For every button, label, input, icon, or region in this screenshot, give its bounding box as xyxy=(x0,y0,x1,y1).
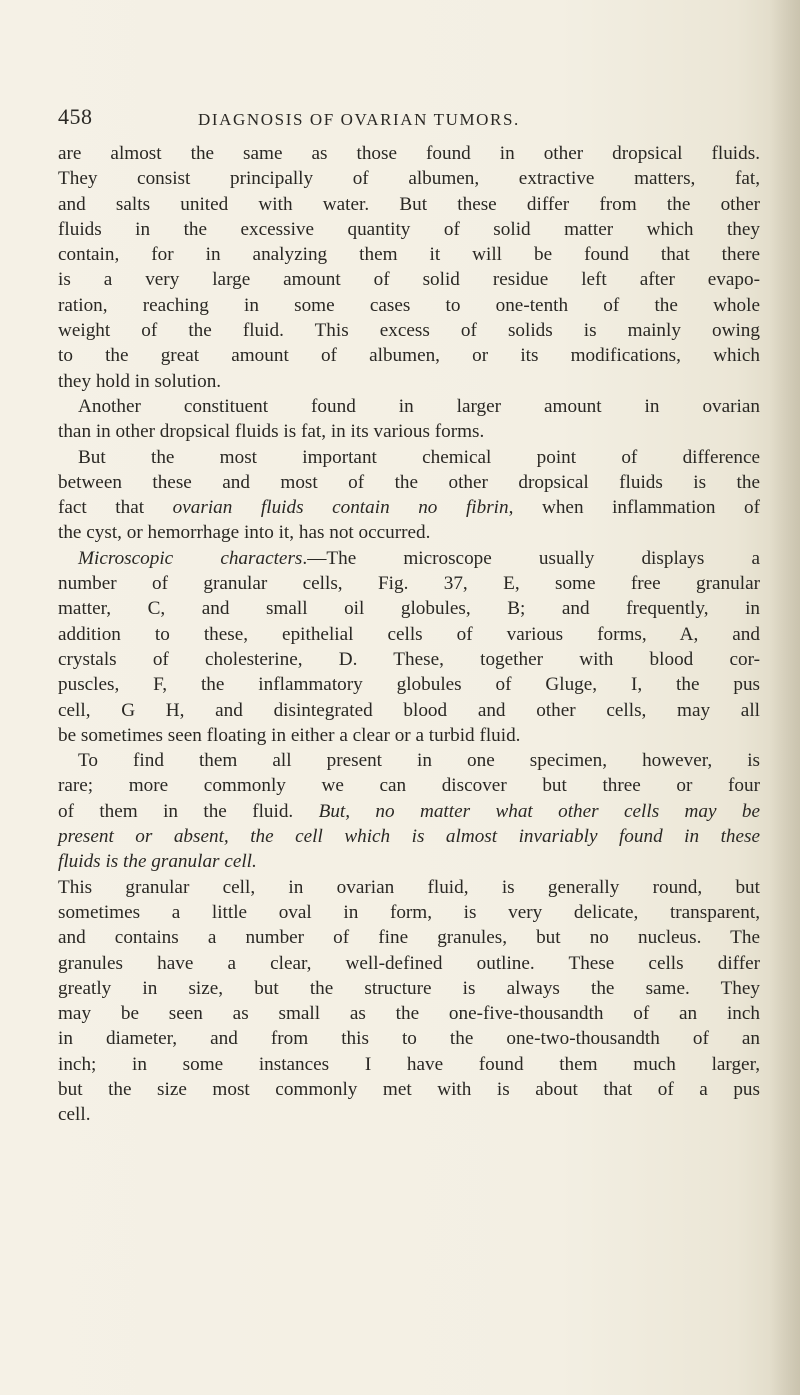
text-line: They consist principally of albumen, extractive matters, fat, xyxy=(58,168,760,190)
text-line: ration, reaching in some cases to one-tenth of the whole xyxy=(58,294,760,316)
section-heading-italic: Microscopic characters xyxy=(78,547,303,569)
text-line-mixed xyxy=(58,546,760,571)
text-line: But the most important chemical point of difference xyxy=(78,446,760,468)
text-line: granules have a clear, well-defined outline. These cells differ xyxy=(58,952,760,974)
italic-line: fluids is the granular cell. xyxy=(58,851,257,873)
text-line: This granular cell, in ovarian fluid, is generally round, but xyxy=(58,876,760,898)
text-line: greatly in size, but the structure is always the same. They xyxy=(58,977,760,999)
text-line: in diameter, and from this to the one-two-thousandth of an xyxy=(58,1028,760,1050)
text-segment: .—The microscope usually displays a xyxy=(302,547,760,569)
text-line: than in other dropsical fluids is fat, in its various forms. xyxy=(58,421,485,443)
text-line: are almost the same as those found in other dropsical fluids. xyxy=(58,143,760,164)
text-line: is a very large amount of solid residue left after evapo- xyxy=(58,269,760,291)
text-line: cell, G H, and disintegrated blood and other cells, may all xyxy=(58,699,760,721)
page-header xyxy=(58,104,758,134)
text-line: number of granular cells, Fig. 37, E, some free granular xyxy=(58,573,760,595)
text-line: puscles, F, the inflammatory globules of Gluge, I, the pus xyxy=(58,674,760,696)
text-line: to the great amount of albumen, or its modifications, which xyxy=(58,345,760,367)
text-line: may be seen as small as the one-five-thousandth of an inch xyxy=(58,1003,760,1025)
text-line: Another constituent found in larger amount in ovarian xyxy=(78,395,760,417)
text-line: be sometimes seen floating in either a clear or a turbid fluid. xyxy=(58,724,521,746)
text-line: matter, C, and small oil globules, B; and frequently, in xyxy=(58,598,760,620)
text-line: rare; more commonly we can discover but three or four xyxy=(58,775,760,797)
text-line-mixed xyxy=(58,799,760,824)
text-line: cell. xyxy=(58,1104,91,1126)
text-segment: fact that xyxy=(58,497,145,519)
text-line: addition to these, epithelial cells of various forms, A, and xyxy=(58,623,760,645)
italic-line: present or absent, the cell which is almost invariably found in these xyxy=(58,826,760,848)
page-edge-shadow xyxy=(770,0,800,1395)
text-line: contain, for in analyzing them it will be found that there xyxy=(58,244,760,266)
text-segment: , when inflammation of xyxy=(508,497,761,519)
text-line-mixed xyxy=(58,495,760,520)
italic-emphasis: But, no matter what other cells may be xyxy=(318,800,760,822)
text-line: but the size most commonly met with is about that of a pus xyxy=(58,1078,760,1100)
text-line: fluids in the excessive quantity of solid matter which they xyxy=(58,218,760,240)
running-head: DIAGNOSIS OF OVARIAN TUMORS. xyxy=(198,110,520,129)
text-line: and contains a number of fine granules, but no nucleus. The xyxy=(58,927,760,949)
page-number: 458 xyxy=(58,104,93,129)
body-text xyxy=(58,141,760,1128)
text-line: sometimes a little oval in form, is very delicate, transparent, xyxy=(58,901,760,923)
text-line: inch; in some instances I have found them much larger, xyxy=(58,1053,760,1075)
text-line: To find them all present in one specimen, however, is xyxy=(78,750,760,772)
text-line: between these and most of the other dropsical fluids is the xyxy=(58,471,760,493)
text-segment: of them in the fluid. xyxy=(58,800,294,822)
text-line: they hold in solution. xyxy=(58,370,222,392)
italic-emphasis: ovarian fluids contain no fibrin xyxy=(172,497,509,519)
text-line: the cyst, or hemorrhage into it, has not occurred. xyxy=(58,522,431,544)
text-line: and salts united with water. But these differ from the other xyxy=(58,193,760,215)
text-line: crystals of cholesterine, D. These, together with blood cor- xyxy=(58,648,760,670)
text-line: weight of the fluid. This excess of solids is mainly owing xyxy=(58,320,760,342)
